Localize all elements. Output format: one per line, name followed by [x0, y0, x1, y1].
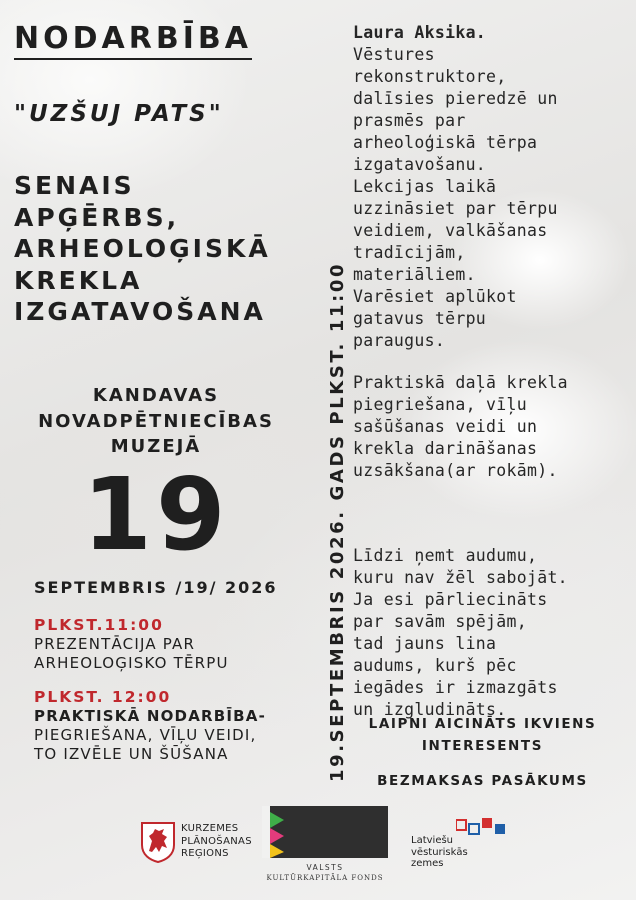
- subject-line: KREKLA: [14, 265, 143, 295]
- bring-line: tad jauns lina: [353, 634, 497, 653]
- lvz-text: [411, 835, 468, 870]
- lvz-line: zemes: [411, 858, 444, 869]
- subject-line: SENAIS: [14, 171, 135, 200]
- speaker-line: veidiem, valkāšanas: [353, 221, 548, 240]
- kpr-line: PLĀNOŠANAS: [181, 835, 252, 847]
- kpr-line: KURZEMES: [181, 823, 239, 834]
- practical-description: [353, 372, 568, 482]
- lvz-line: Latviešu: [411, 835, 454, 846]
- schedule-line: PIEGRIEŠANA, VĪĻU VEIDI,: [34, 726, 257, 744]
- lvz-line: vēsturiskās: [411, 846, 468, 858]
- subject-line: IZGATAVOŠANA: [14, 297, 266, 326]
- bring-materials-note: [353, 545, 568, 721]
- speaker-name: Laura Aksika.: [353, 23, 487, 42]
- invite-line: LAIPNI AICINĀTS IKVIENS: [368, 716, 597, 732]
- big-day-number: 19: [82, 456, 230, 573]
- museum-location: [10, 383, 302, 460]
- bring-line: Ja esi pārliecināts: [353, 590, 548, 609]
- vertical-date-banner: 19.SEPTEMBRIS 2026. GADS PLKST. 11:00: [327, 261, 348, 782]
- speaker-line: arheoloģiskā tērpa: [353, 133, 538, 152]
- speaker-line: prasmēs par: [353, 111, 466, 130]
- bring-line: par savām spējām,: [353, 612, 527, 631]
- speaker-line: Varēsiet aplūkot: [353, 287, 517, 306]
- speaker-line: Vēstures: [353, 45, 435, 64]
- speaker-line: izgatavošanu.: [353, 155, 487, 174]
- speaker-line: Lekcijas laikā: [353, 177, 497, 196]
- speaker-line: uzzināsiet par tērpu: [353, 199, 558, 218]
- bring-line: un izgludināts.: [353, 700, 507, 719]
- date-line: SEPTEMBRIS /19/ 2026: [34, 578, 278, 597]
- schedule-desc-1: [34, 635, 229, 673]
- practical-line: piegriešana, vīļu: [353, 395, 527, 414]
- red-lion-shield-icon: [140, 821, 176, 863]
- schedule-lead: PRAKTISKĀ NODARBĪBA-: [34, 707, 267, 725]
- speaker-line: tradīcijām,: [353, 243, 466, 262]
- invitation: [340, 713, 625, 757]
- schedule-time-1: PLKST.11:00: [34, 616, 164, 634]
- schedule-line: ARHEOLOĢISKO TĒRPU: [34, 654, 229, 672]
- schedule-line: TO IZVĒLE UN ŠŪŠANA: [34, 745, 229, 763]
- bring-line: Līdzi ņemt audumu,: [353, 546, 538, 565]
- kpr-text: [181, 823, 252, 861]
- museum-line: NOVADPĒTNIECĪBAS: [38, 410, 274, 432]
- bring-line: kuru nav žēl sabojāt.: [353, 568, 568, 587]
- museum-line: KANDAVAS: [92, 385, 220, 406]
- culture-capital-foundation-logo: [262, 806, 388, 884]
- practical-line: krekla darināšanas: [353, 439, 538, 458]
- event-name: "UZŠUJ PATS": [14, 101, 224, 127]
- vkkf-k-mark-icon: [262, 806, 292, 858]
- bring-line: iegādes ir izmazgāts: [353, 678, 558, 697]
- latvian-historical-lands-logo: [406, 818, 516, 868]
- schedule-desc-2: [34, 707, 266, 764]
- museum-line: MUZEJĀ: [110, 436, 202, 457]
- bring-line: audums, kurš pēc: [353, 656, 517, 675]
- subject-heading: [14, 170, 271, 328]
- subject-line: ARHEOLOĢISKĀ: [14, 234, 271, 263]
- speaker-line: gatavus tērpu: [353, 309, 487, 328]
- speaker-description: [353, 22, 558, 352]
- vkkf-text-2: KULTŪRKAPITĀLA FONDS: [266, 874, 384, 882]
- speaker-line: rekonstruktore,: [353, 67, 507, 86]
- speaker-line: materiāliem.: [353, 265, 476, 284]
- subject-line: APĢĒRBS,: [14, 202, 180, 232]
- speaker-line: dalīsies pieredzē un: [353, 89, 558, 108]
- schedule-line: PREZENTĀCIJA PAR: [34, 635, 196, 653]
- free-event-label: BEZMAKSAS PASĀKUMS: [377, 773, 588, 789]
- speaker-line: paraugus.: [353, 331, 446, 350]
- kpr-line: REĢIONS: [181, 848, 229, 859]
- practical-line: uzsākšana(ar rokām).: [353, 461, 558, 480]
- invite-line: INTERESENTS: [421, 738, 544, 754]
- schedule-time-2: PLKST. 12:00: [34, 688, 172, 706]
- kurzeme-planning-region-logo: [140, 818, 280, 866]
- poster-title: NODARBĪBA: [14, 22, 252, 60]
- practical-line: sašūšanas veidi un: [353, 417, 538, 436]
- practical-line: Praktiskā daļā krekla: [353, 373, 568, 392]
- vkkf-text-1: VALSTS: [306, 863, 344, 872]
